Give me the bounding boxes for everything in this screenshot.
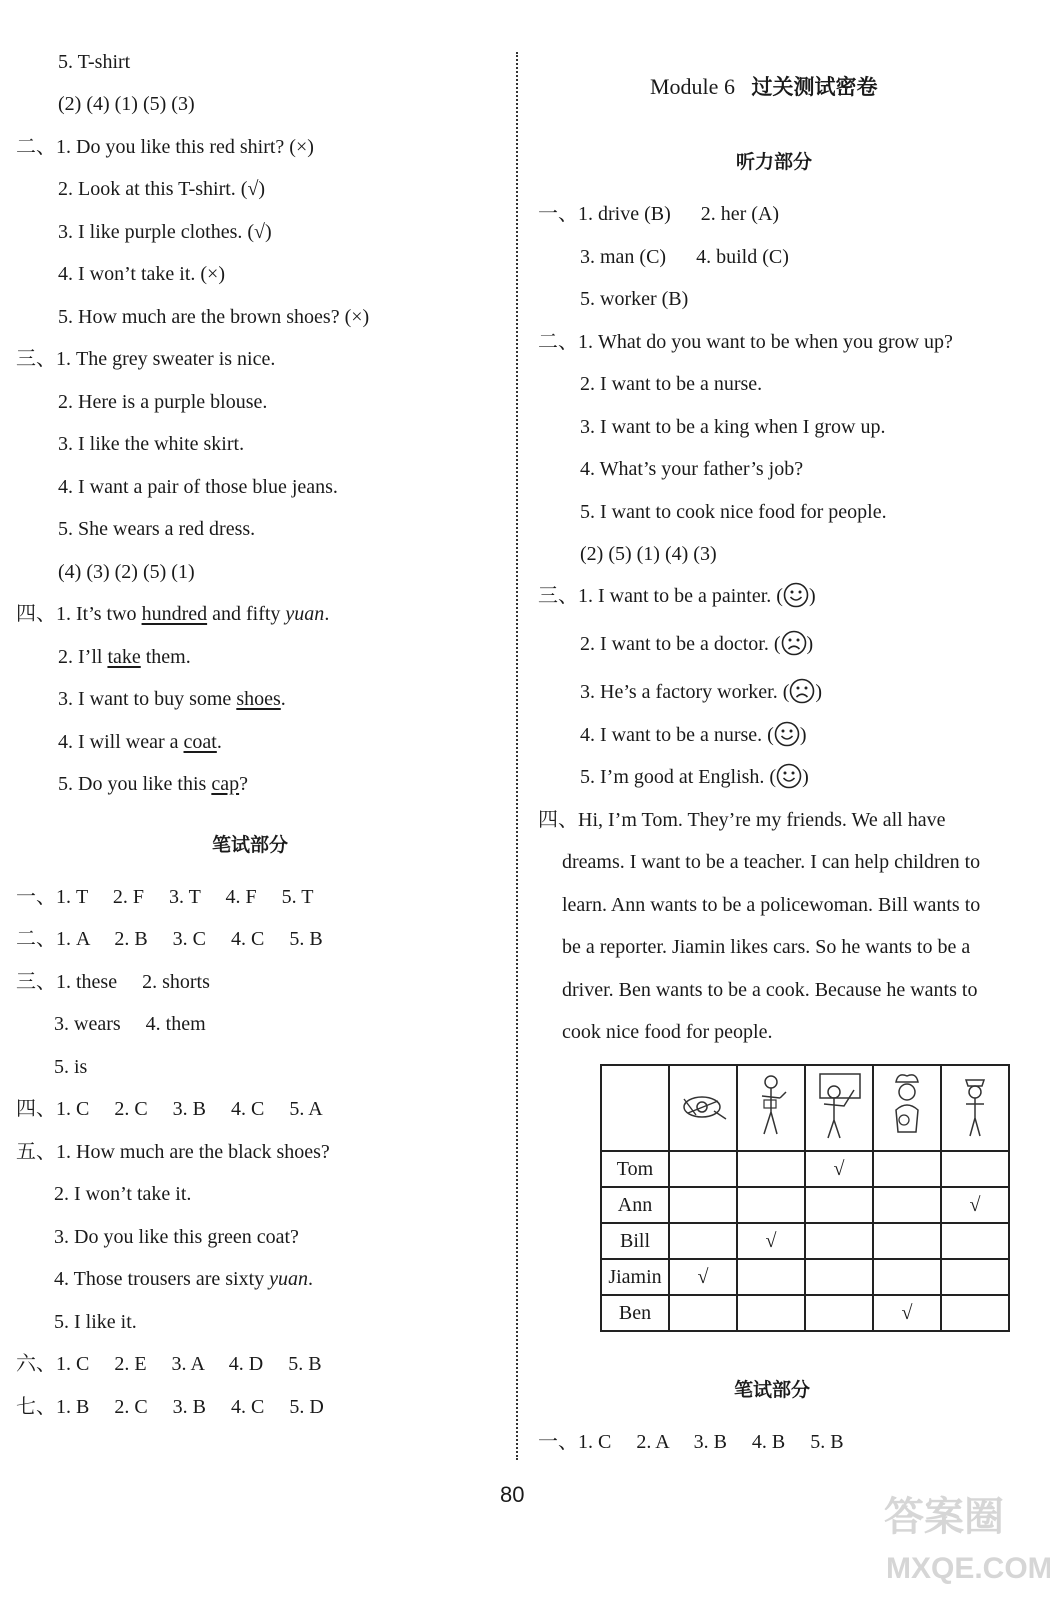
answer-line: 四、1. It’s two hundred and fifty yuan. [16,603,330,625]
policewoman-picture-icon [941,1065,1009,1151]
answer-line: 3. Do you like this green coat? [54,1226,299,1248]
answer-line: 五、1. How much are the black shoes? [16,1141,330,1163]
mark-cell [669,1295,737,1331]
answer-line: 一、1. T 2. F 3. T 4. F 5. T [16,886,314,908]
answer-line: 二、1. What do you want to be when you grow up? [538,331,953,353]
smiley-face-icon [774,721,800,747]
smiley-face-icon [776,763,802,789]
answer-line: 3. He’s a factory worker. ( ) [580,680,822,704]
mark-cell [737,1187,805,1223]
svg-text:答案圈: 答案圈 [884,1494,1004,1540]
mark-cell: √ [669,1259,737,1295]
student-name-cell: Jiamin [601,1259,669,1295]
answer-line: 3. I like the white skirt. [58,433,245,455]
answer-line: 3. I like purple clothes. (√) [58,221,272,243]
mark-cell [737,1151,805,1187]
mark-cell [941,1223,1009,1259]
passage-line: learn. Ann wants to be a policewoman. Bill wants to [562,894,981,916]
passage-line: cook nice food for people. [562,1021,773,1043]
mark-cell [737,1259,805,1295]
answer-line: 3. wears 4. them [54,1013,206,1035]
passage-line: be a reporter. Jiamin likes cars. So he wants to be a [562,936,971,958]
module-title: Module 6 过关测试密卷 [650,74,878,99]
answer-line: 四、1. C 2. C 3. B 4. C 5. A [16,1098,323,1120]
mark-cell: √ [941,1187,1009,1223]
mark-cell: √ [873,1295,941,1331]
answer-line: 5. T-shirt [58,51,131,73]
answer-line: 2. I want to be a doctor. ( ) [580,632,813,656]
answer-line: 4. Those trousers are sixty yuan. [54,1268,314,1290]
mark-cell [805,1295,873,1331]
mark-cell [669,1151,737,1187]
reporter-picture-icon [737,1065,805,1151]
answer-line: 一、1. C 2. A 3. B 4. B 5. B [538,1431,844,1453]
teacher-picture-icon [805,1065,873,1151]
answer-line: 5. I’m good at English. ( ) [580,765,809,789]
answer-line: 4. I won’t take it. (×) [58,263,225,285]
section-heading: 笔试部分 [734,1379,811,1401]
mark-cell [805,1187,873,1223]
answer-line: 一、1. drive (B) 2. her (A) [538,203,780,225]
answer-line: 5. Do you like this cap? [58,773,248,795]
table-row [601,1223,1009,1259]
mark-cell [669,1223,737,1259]
answer-line: 2. I want to be a nurse. [580,373,763,395]
column-divider [516,52,518,1460]
answer-line: 三、1. The grey sweater is nice. [16,348,276,370]
answer-line: 3. I want to buy some shoes. [58,688,286,710]
answer-line: 2. Look at this T-shirt. (√) [58,178,266,200]
smiley-face-icon [783,582,809,608]
answer-line: 5. is [54,1056,88,1078]
answer-line: (4) (3) (2) (5) (1) [58,561,195,583]
student-name-cell: Ann [601,1187,669,1223]
section-heading: 听力部分 [736,151,813,173]
answer-line: 5. She wears a red dress. [58,518,256,540]
student-name-cell: Bill [601,1223,669,1259]
mark-cell [805,1223,873,1259]
answer-line: 3. I want to be a king when I grow up. [580,416,886,438]
cook-picture-icon [873,1065,941,1151]
table-header-row [601,1065,1009,1151]
mark-cell: √ [805,1151,873,1187]
answer-line: 4. I want a pair of those blue jeans. [58,476,338,498]
answer-line: 七、1. B 2. C 3. B 4. C 5. D [16,1396,324,1418]
answer-line: 2. I’ll take them. [58,646,191,668]
answer-line: 六、1. C 2. E 3. A 4. D 5. B [16,1353,322,1375]
mark-cell: √ [737,1223,805,1259]
answer-line: 4. I want to be a nurse. ( ) [580,723,807,747]
answer-line: 5. worker (B) [580,288,689,310]
mark-cell [737,1295,805,1331]
answer-line: 5. I like it. [54,1311,137,1333]
mark-cell [669,1187,737,1223]
answer-line: 2. Here is a purple blouse. [58,391,268,413]
sad-face-icon [789,678,815,704]
student-name-cell: Ben [601,1295,669,1331]
answer-line: 三、1. these 2. shorts [16,971,210,993]
driver-picture-icon [669,1065,737,1151]
student-name-cell: Tom [601,1151,669,1187]
answer-line: 5. How much are the brown shoes? (×) [58,306,370,328]
section-heading: 笔试部分 [212,834,289,856]
answer-line: 二、1. A 2. B 3. C 4. C 5. B [16,928,323,950]
table-row [601,1187,1009,1223]
answer-line: 4. I will wear a coat. [58,731,222,753]
mark-cell [941,1259,1009,1295]
mark-cell [873,1187,941,1223]
answer-line: 2. I won’t take it. [54,1183,192,1205]
watermark-logo [880,1478,1050,1590]
table-row [601,1259,1009,1295]
answer-line: 3. man (C) 4. build (C) [580,246,789,268]
mark-cell [873,1259,941,1295]
sad-face-icon [781,630,807,656]
answer-line: 二、1. Do you like this red shirt? (×) [16,136,314,158]
answer-line: 三、1. I want to be a painter. ( ) [538,584,816,608]
page-number: 80 [500,1482,525,1507]
passage-line: dreams. I want to be a teacher. I can help children to [562,851,981,873]
passage-line: driver. Ben wants to be a cook. Because he wants to [562,979,978,1001]
table-corner-cell [601,1065,669,1151]
answer-line: (2) (5) (1) (4) (3) [580,543,717,565]
jobs-table [600,1064,1010,1332]
answer-line: 4. What’s your father’s job? [580,458,804,480]
answer-line: (2) (4) (1) (5) (3) [58,93,195,115]
mark-cell [941,1151,1009,1187]
mark-cell [941,1295,1009,1331]
table-row [601,1151,1009,1187]
svg-text:MXQE.COM: MXQE.COM [886,1552,1050,1585]
mark-cell [873,1151,941,1187]
mark-cell [873,1223,941,1259]
watermark [880,1478,1050,1596]
table-row [601,1295,1009,1331]
passage-line: 四、Hi, I’m Tom. They’re my friends. We all have [538,809,946,831]
answer-line: 5. I want to cook nice food for people. [580,501,887,523]
mark-cell [805,1259,873,1295]
